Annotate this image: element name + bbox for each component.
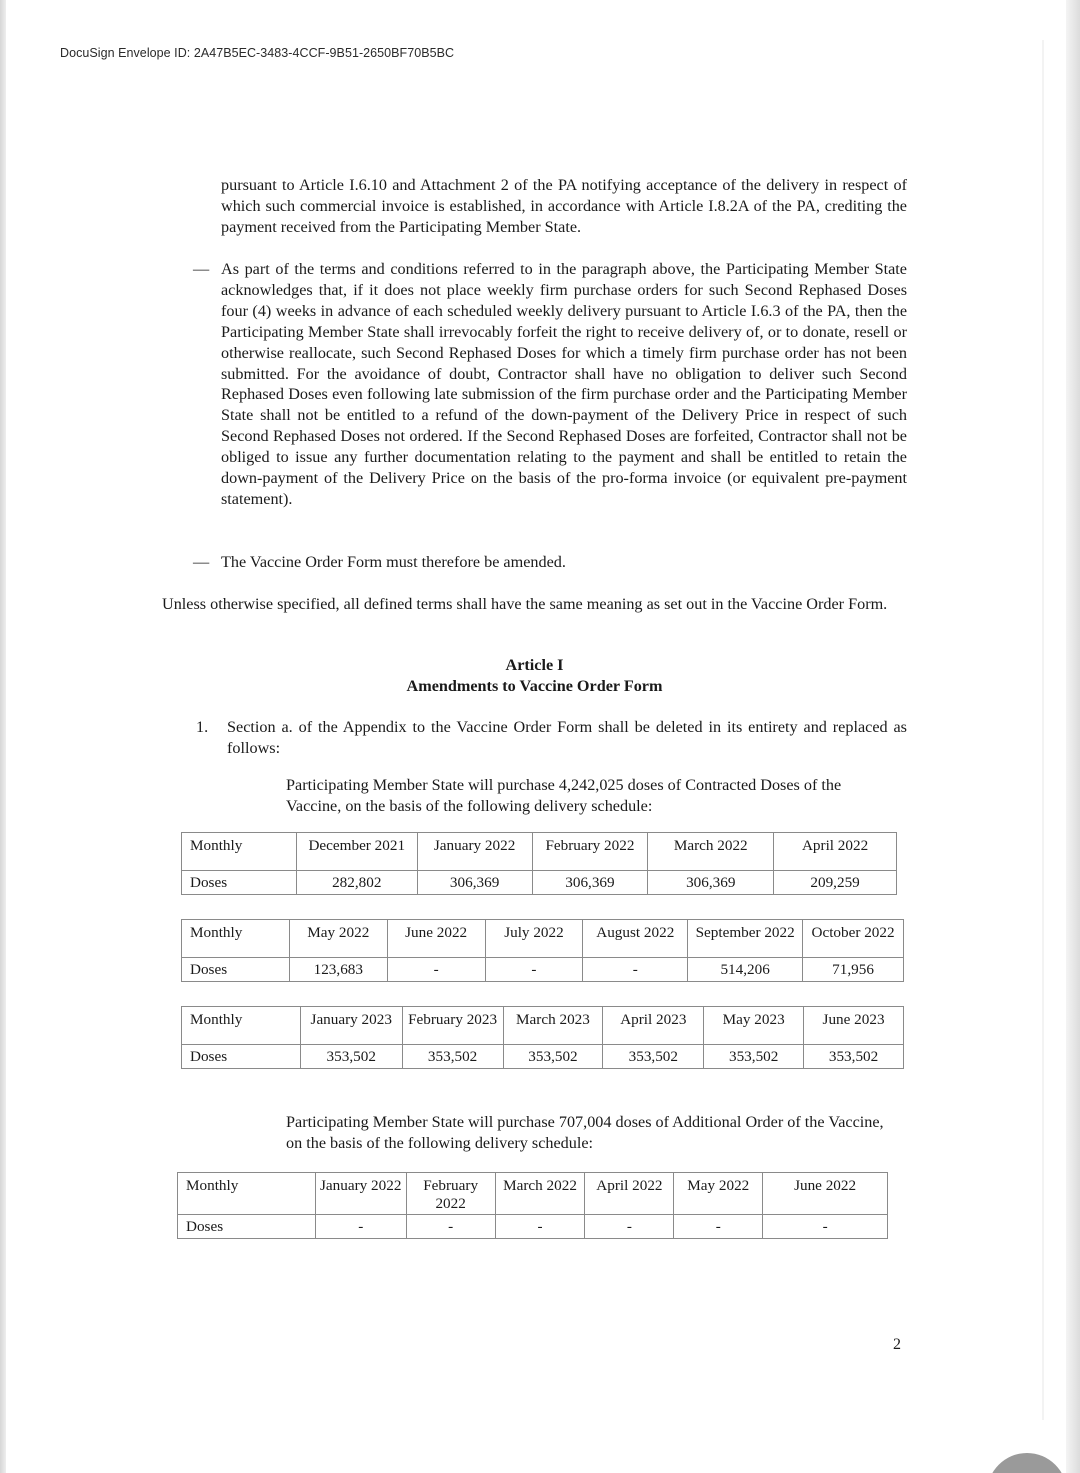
month-cell: February 2023 [402, 1007, 503, 1045]
bullet-dash: — [193, 260, 210, 278]
contracted-schedule-table-2 [181, 919, 904, 982]
row-label: Monthly [182, 833, 297, 871]
row-label: Doses [178, 1215, 316, 1239]
month-cell: May 2022 [674, 1173, 763, 1215]
table-row [182, 833, 897, 871]
dose-cell: 353,502 [300, 1045, 402, 1069]
month-cell: June 2023 [804, 1007, 904, 1045]
table-row [182, 1007, 904, 1045]
table-row [182, 1045, 904, 1069]
month-cell: March 2022 [648, 833, 774, 871]
additional-schedule-table [177, 1172, 888, 1239]
additional-order-intro: Participating Member State will purchase 707,004 doses of Additional Order of the Vaccine, on the basis of the following delivery schedule: [286, 1113, 884, 1152]
table-row [182, 958, 904, 982]
month-cell: April 2022 [774, 833, 897, 871]
dose-cell: - [387, 958, 485, 982]
month-cell: December 2021 [296, 833, 417, 871]
dose-cell: 123,683 [289, 958, 387, 982]
viewer-left-edge [0, 0, 6, 1473]
dose-cell: - [406, 1215, 495, 1239]
amend-notice-paragraph: The Vaccine Order Form must therefore be amended. [221, 553, 566, 571]
dose-cell: 71,956 [803, 958, 904, 982]
article-number: Article I [505, 656, 564, 674]
dose-cell: 514,206 [688, 958, 803, 982]
month-cell: June 2022 [387, 920, 485, 958]
dose-cell: 306,369 [417, 871, 532, 895]
continuation-paragraph: pursuant to Article I.6.10 and Attachment 2 of the PA notifying acceptance of the delivery in respect of which such commercial invoice is established, in accordance with Article I.8.2A of the PA, crediting the payment received from the Participating Member State. [221, 176, 907, 236]
article-heading [162, 655, 907, 697]
dose-cell: 306,369 [648, 871, 774, 895]
row-label: Monthly [178, 1173, 316, 1215]
page-edge-line [1042, 40, 1044, 1420]
month-cell: March 2022 [495, 1173, 585, 1215]
contracted-schedule-table-3 [181, 1006, 904, 1069]
dose-cell: 353,502 [603, 1045, 704, 1069]
item-1-text: Section a. of the Appendix to the Vaccine Order Form shall be deleted in its entirety and replaced as follows: [227, 718, 907, 757]
envelope-id: DocuSign Envelope ID: 2A47B5EC-3483-4CCF-9B51-2650BF70B5BC [60, 46, 455, 60]
article-title: Amendments to Vaccine Order Form [406, 676, 663, 695]
dose-cell: 306,369 [532, 871, 648, 895]
dose-cell: 282,802 [296, 871, 417, 895]
row-label: Monthly [182, 1007, 301, 1045]
row-label: Monthly [182, 920, 290, 958]
table-row [182, 871, 897, 895]
table-row [178, 1173, 888, 1215]
dose-cell: - [495, 1215, 585, 1239]
dose-cell: - [585, 1215, 674, 1239]
month-cell: May 2022 [289, 920, 387, 958]
month-cell: August 2022 [583, 920, 688, 958]
month-cell: June 2022 [763, 1173, 888, 1215]
month-cell: September 2022 [688, 920, 803, 958]
month-cell: January 2023 [300, 1007, 402, 1045]
contracted-doses-intro: Participating Member State will purchase 4,242,025 doses of Contracted Doses of the Vaccine, on the basis of the following delivery schedule: [286, 776, 842, 815]
bullet-dash: — [193, 553, 210, 571]
floating-action-button[interactable] [987, 1453, 1067, 1473]
item-number: 1. [196, 718, 209, 736]
month-cell: January 2022 [417, 833, 532, 871]
month-cell: July 2022 [485, 920, 583, 958]
dose-cell: 353,502 [503, 1045, 603, 1069]
forfeit-terms-paragraph: As part of the terms and conditions referred to in the paragraph above, the Participating Member State acknowledges that, if it does not place weekly firm purchase orders for such Second Rephased Doses four (4) weeks in advance of each scheduled weekly delivery pursuant to Article I.6.3 of the PA, then the Participating Member State shall irrevocably forfeit the right to receive delivery of, or to donate, resell or otherwise reallocate, such Second Rephased Doses for which a timely firm purchase order has not been submitted. For the avoidance of doubt, Contractor shall have no obligation to deliver such Second Rephased Doses even following late submission of the firm purchase order and the Participating Member State shall not be entitled to a refund of the down-payment of the Delivery Price in respect of such Second Rephased Doses not ordered. If the Second Rephased Doses are forfeited, Contractor shall not be obliged to issue any further documentation relating to the payment and shall be entitled to retain the down-payment of the Delivery Price on the basis of the pro-forma invoice (or equivalent pre-payment statement). [221, 260, 907, 508]
dose-cell: - [485, 958, 583, 982]
table-row [182, 920, 904, 958]
dose-cell: 353,502 [402, 1045, 503, 1069]
row-label: Doses [182, 871, 297, 895]
month-cell: April 2023 [603, 1007, 704, 1045]
month-cell: May 2023 [704, 1007, 804, 1045]
month-cell: February 2022 [532, 833, 648, 871]
page-number: 2 [893, 1336, 901, 1353]
table-row [178, 1215, 888, 1239]
dose-cell: - [763, 1215, 888, 1239]
dose-cell: 353,502 [804, 1045, 904, 1069]
viewer-scrollbar[interactable] [1066, 0, 1080, 1473]
dose-cell: 353,502 [704, 1045, 804, 1069]
month-cell: March 2023 [503, 1007, 603, 1045]
dose-cell: - [674, 1215, 763, 1239]
month-cell: October 2022 [803, 920, 904, 958]
row-label: Doses [182, 958, 290, 982]
dose-cell: - [583, 958, 688, 982]
month-cell: February 2022 [406, 1173, 495, 1215]
month-cell: April 2022 [585, 1173, 674, 1215]
defined-terms-paragraph: Unless otherwise specified, all defined terms shall have the same meaning as set out in the Vaccine Order Form. [162, 595, 888, 613]
row-label: Doses [182, 1045, 301, 1069]
contracted-schedule-table-1 [181, 832, 897, 895]
dose-cell: - [315, 1215, 406, 1239]
month-cell: January 2022 [315, 1173, 406, 1215]
dose-cell: 209,259 [774, 871, 897, 895]
